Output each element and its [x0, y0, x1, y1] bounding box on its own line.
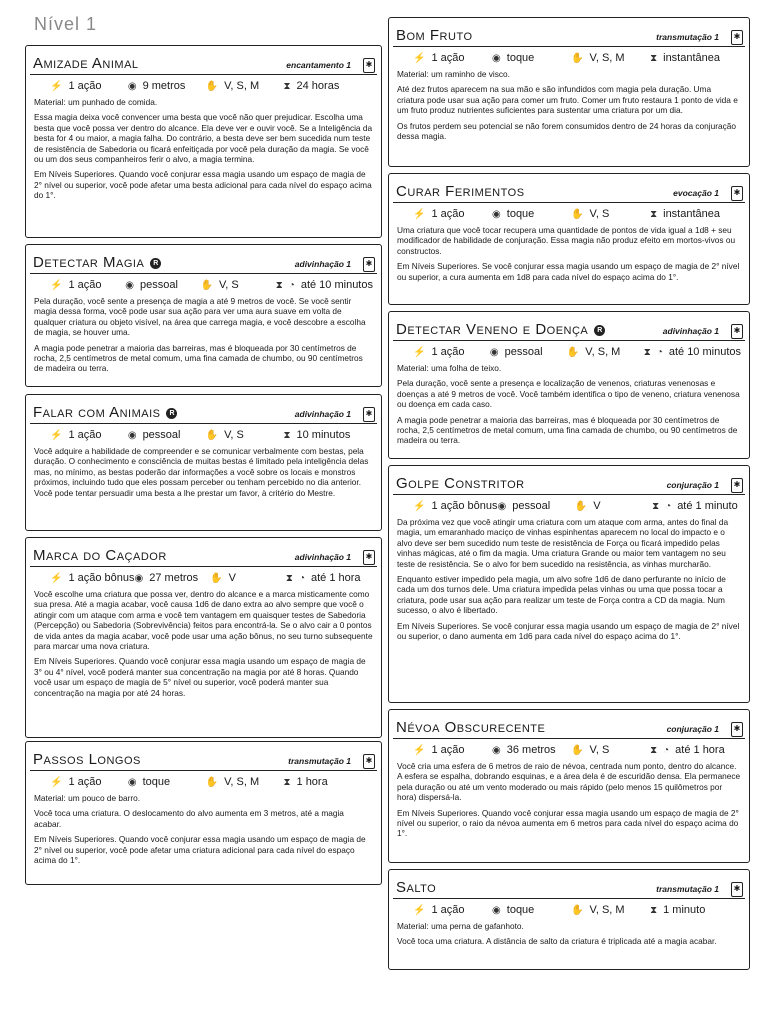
spellbook-icon: ✱	[731, 722, 743, 737]
spell-description	[26, 793, 381, 865]
spell-description	[389, 363, 749, 446]
components-icon: ✋	[205, 80, 219, 92]
stat-casting-time-value: 1 ação bônus	[431, 500, 498, 512]
spell-card-header	[393, 714, 745, 739]
spell-paragraph: Em Níveis Superiores. Quando você conjurar essa magia usando um espaço de magia de 2° nível ou superior, você pode afetar uma besta adicional para cada nível do espaço acima do 1°.	[34, 169, 372, 201]
spell-description	[389, 517, 749, 641]
spell-card-marca-do-cacador	[25, 537, 382, 738]
concentration-icon: ◔	[298, 572, 305, 584]
casting-time-icon: ⚡	[50, 776, 63, 788]
spell-description	[389, 69, 749, 141]
stat-components	[210, 572, 286, 584]
spell-paragraph: Pela duração, você sente a presença e localização de venenos, criaturas venenosas e doenças a até 9 metros de você. Você também identifica o tipo de veneno, criatura venenosa ou doença em cada caso.	[397, 378, 740, 410]
range-icon: ◉	[489, 346, 499, 358]
concentration-icon: ◔	[665, 500, 672, 512]
stat-duration	[652, 500, 741, 512]
spell-school: adivinhação 1	[294, 409, 351, 419]
stat-range	[498, 500, 575, 512]
spell-paragraph: Em Níveis Superiores. Se você conjurar essa magia usando um espaço de magia de 2° nível ou superior, a cura aumenta em 1d8 para cada nível do espaço acima do 1°.	[397, 261, 740, 282]
duration-icon: ⧗	[650, 52, 658, 64]
stat-components	[567, 346, 644, 358]
spell-name	[396, 321, 605, 338]
spell-card-header	[393, 178, 745, 203]
components-icon: ✋	[571, 744, 584, 756]
spellbook-icon: ✱	[363, 58, 375, 73]
spell-card-header	[393, 470, 745, 495]
spell-name-text: Detectar Magia	[33, 254, 145, 271]
stat-casting-time	[413, 500, 498, 512]
spell-paragraph: Uma criatura que você tocar recupera uma quantidade de pontos de vida igual a 1d8 + seu modificador de habilidade de conjuração. Essa magia não produz efeito em mortos-vivos ou constructos.	[397, 225, 736, 256]
spell-card-header	[30, 746, 377, 771]
duration-icon: ⧗	[643, 346, 651, 358]
spell-paragraph: Material: um punhado de comida.	[34, 97, 158, 107]
range-icon: ◉	[492, 744, 501, 756]
spell-name-text: Detectar Veneno e Doença	[396, 321, 589, 338]
spell-paragraph: Em Níveis Superiores. Quando você conjurar essa magia usando um espaço de magia de 2° nível ou superior, o raio da névoa aumenta em 6 metros para cada nível do espaço acima do 1°.	[397, 807, 739, 839]
stat-duration	[276, 279, 373, 291]
spell-name-text: Falar com Animais	[33, 404, 161, 421]
spellbook-icon: ✱	[363, 550, 375, 565]
stat-components-value: V, S	[589, 208, 610, 220]
range-icon: ◉	[127, 80, 137, 92]
stat-components-value: V, S, M	[589, 904, 625, 916]
stat-range-value: pessoal	[512, 500, 551, 512]
stat-range	[135, 572, 211, 584]
spell-card-header	[393, 316, 745, 341]
stat-range	[128, 776, 206, 788]
stat-casting-time	[413, 744, 492, 756]
spell-description	[26, 446, 381, 498]
ritual-icon: R	[166, 408, 177, 419]
casting-time-icon: ⚡	[413, 500, 426, 512]
components-icon: ✋	[566, 346, 580, 358]
spell-paragraph: Enquanto estiver impedido pela magia, um alvo sofre 1d6 de dano perfurante no início de cada um dos turnos dele. Uma criatura impedida pelas vinhas ou uma que possa tocar a criatura, pode usar sua ação para realizar um teste de Força contra a CD da magia. Num sucesso, o alvo é libertado.	[397, 574, 726, 616]
spell-paragraph: Você toca uma criatura. A distância de salto da criatura é triplicada até a magia acabar.	[397, 936, 717, 947]
stat-range	[492, 208, 571, 220]
stat-duration	[650, 904, 741, 916]
spell-school: adivinhação 1	[294, 552, 351, 562]
stat-components-value: V	[593, 500, 601, 512]
stat-range-value: 36 metros	[506, 744, 556, 756]
stat-range-value: toque	[506, 52, 535, 64]
stat-duration	[286, 572, 373, 584]
spellbook-icon: ✱	[363, 257, 375, 272]
spell-name-text: Amizade Animal	[33, 55, 139, 72]
stat-range	[492, 904, 571, 916]
stat-range	[128, 80, 206, 92]
stat-components-value: V, S, M	[224, 776, 260, 788]
spell-card-golpe-constritor	[388, 465, 750, 703]
stat-duration-value: instantânea	[663, 208, 721, 220]
spell-description	[26, 97, 381, 201]
stat-duration	[650, 52, 741, 64]
stat-casting-time	[413, 52, 492, 64]
spell-paragraph: A magia pode penetrar a maioria das barreiras, mas é bloqueada por 30 centímetros de rocha, 2,5 centímetros de metal comum, uma fina camada de chumbo, ou 90 centímetros de madeira ou terra.	[34, 342, 363, 374]
spell-name	[33, 254, 161, 271]
spell-description	[26, 296, 381, 374]
stat-components	[571, 52, 650, 64]
stat-range	[492, 52, 571, 64]
stat-duration	[650, 744, 741, 756]
duration-icon: ⧗	[283, 80, 291, 92]
concentration-icon: ◔	[288, 279, 295, 291]
spell-card-nevoa-obscurecente	[388, 709, 750, 863]
casting-time-icon: ⚡	[50, 572, 63, 584]
stat-range	[125, 279, 200, 291]
range-icon: ◉	[492, 52, 501, 64]
stat-duration-value: até 10 minutos	[668, 346, 741, 358]
spell-name	[33, 751, 141, 768]
stat-duration-value: até 1 hora	[311, 572, 361, 584]
components-icon: ✋	[571, 904, 584, 916]
spell-name-text: Curar Ferimentos	[396, 183, 525, 200]
spellbook-icon: ✱	[731, 186, 743, 201]
spell-card-passos-longos	[25, 741, 382, 885]
stat-duration-value: 1 minuto	[663, 904, 706, 916]
stat-duration-value: instantânea	[663, 52, 721, 64]
duration-icon: ⧗	[275, 279, 283, 291]
duration-icon: ⧗	[285, 572, 293, 584]
spell-paragraph: A magia pode penetrar a maioria das barreiras, mas é bloqueada por 30 centímetros de rocha, 2,5 centímetros de metal comum, uma fina camada de chumbo, ou 90 centímetros de madeira ou terra.	[397, 414, 738, 446]
stat-range	[490, 346, 567, 358]
spell-name	[396, 475, 525, 492]
ritual-icon: R	[150, 258, 161, 269]
spell-card-detectar-magia	[25, 244, 382, 387]
spell-name-text: Marca do Caçador	[33, 547, 167, 564]
spell-name	[33, 547, 167, 564]
stat-components	[571, 904, 650, 916]
spell-stats	[389, 739, 749, 761]
range-icon: ◉	[125, 279, 134, 291]
spell-stats	[389, 341, 749, 363]
stat-components	[206, 429, 284, 441]
stat-duration-value: até 1 minuto	[677, 500, 738, 512]
spell-paragraph: Em Níveis Superiores. Quando você conjurar essa magia usando um espaço de magia de 2° nível ou superior, você pode afetar uma criatura adicional para cada nível do espaço acima do 1°.	[34, 834, 366, 866]
spell-card-header	[30, 542, 377, 567]
duration-icon: ⧗	[283, 776, 291, 788]
stat-casting-time-value: 1 ação	[68, 429, 102, 441]
spell-name-text: Salto	[396, 879, 437, 896]
stat-components-value: V	[228, 572, 237, 584]
casting-time-icon: ⚡	[50, 80, 63, 92]
range-icon: ◉	[127, 429, 137, 441]
spell-card-salto	[388, 869, 750, 970]
spell-stats	[389, 47, 749, 69]
stat-duration	[650, 208, 741, 220]
stat-casting-time	[50, 776, 128, 788]
spell-paragraph: Essa magia deixa você convencer uma besta que você não quer prejudicar. Escolha uma besta que você possa ver dentro do alcance. Ela deve ver e ouvir você. Se a Inteligência da besta for 4 ou maior, a magia falha. Do contrário, a besta deve ser bem sucedida num teste de resistência de Sabedoria ou ficará enfeitiçada por você pela duração da magia. Se você ou um dos seus companheiros ferir o alvo, a magia termina.	[34, 112, 373, 165]
stat-range-value: 27 metros	[149, 572, 199, 584]
stat-components	[201, 279, 276, 291]
stat-casting-time	[50, 429, 128, 441]
ritual-icon: R	[594, 325, 605, 336]
components-icon: ✋	[571, 208, 584, 220]
spell-school: transmutação 1	[656, 884, 719, 894]
stat-duration	[283, 776, 373, 788]
spell-stats	[389, 899, 749, 921]
stat-components-value: V, S	[589, 744, 610, 756]
spell-paragraph: Material: um raminho de visco.	[397, 69, 510, 79]
components-icon: ✋	[210, 572, 223, 584]
spell-card-falar-com-animais	[25, 394, 382, 531]
spell-name-text: Névoa Obscurecente	[396, 719, 546, 736]
spell-paragraph: Os frutos perdem seu potencial se não forem consumidos dentro de 24 horas da conjuração dessa magia.	[397, 120, 736, 142]
spell-stats	[26, 771, 381, 793]
spell-school: transmutação 1	[656, 32, 719, 42]
spell-paragraph: Até dez frutos aparecem na sua mão e são infundidos com magia pela duração. Uma criatura pode usar sua ação para comer um fruto. Comer um fruto restaura 1 ponto de vida e um fruto produz nutrientes suficientes para sustentar uma criatura por um dia.	[397, 84, 738, 116]
stat-duration-value: 1 hora	[296, 776, 328, 788]
stat-range-value: pessoal	[142, 429, 181, 441]
spell-paragraph: Material: um pouco de barro.	[34, 793, 141, 803]
spellbook-icon: ✱	[363, 407, 375, 422]
duration-icon: ⧗	[650, 744, 658, 756]
concentration-icon: ◔	[663, 744, 670, 756]
stat-range-value: toque	[506, 208, 535, 220]
stat-casting-time	[413, 208, 492, 220]
stat-casting-time	[50, 572, 135, 584]
duration-icon: ⧗	[650, 904, 658, 916]
spell-card-header	[30, 249, 377, 274]
spell-school: adivinhação 1	[294, 259, 351, 269]
stat-casting-time	[50, 80, 128, 92]
spell-card-header	[30, 50, 377, 75]
spell-card-curar-ferimentos	[388, 173, 750, 305]
spell-card-header	[393, 874, 745, 899]
spell-stats	[26, 567, 381, 589]
stat-duration-value: até 1 hora	[675, 744, 725, 756]
spell-name	[396, 879, 436, 896]
spellbook-icon: ✱	[731, 324, 743, 339]
duration-icon: ⧗	[283, 429, 291, 441]
spell-paragraph: Material: uma folha de teixo.	[397, 363, 502, 373]
stat-range-value: pessoal	[139, 279, 178, 291]
spell-card-detectar-veneno-e-doenca	[388, 311, 750, 459]
spell-paragraph: Você adquire a habilidade de compreender e se comunicar verbalmente com bestas, pela duração. O conhecimento e consciência de muitas bestas é limitado pela inteligência delas mas, no mínimo, as bestas poderão dar informações a você sobre os locais e monstros próximos, incluindo tudo que eles possam perceber ou tenham percebido no dia anterior. Você pode tentar persuadir uma besta a lhe prestar um favor, à critério do Mestre.	[34, 446, 369, 498]
spell-stats	[26, 424, 381, 446]
spell-description	[26, 589, 381, 698]
stat-duration	[283, 80, 373, 92]
range-icon: ◉	[134, 572, 144, 584]
spell-name	[33, 404, 177, 421]
spell-paragraph: Você escolhe uma criatura que possa ver, dentro do alcance e a marca misticamente como sua presa. Até a magia acabar, você causa 1d6 de dano extra ao alvo sempre que você o atingir com um ataque com arma e você tem vantagem em quaisquer testes de Sabedoria (Percepção) ou Sabedoria (Sobrevivência) feitos para encontrá-la. Se o alvo cair a 0 pontos de vida antes da magia acabar, você pode usar uma ação bônus, no seu turno subsequente para marcar uma nova criatura.	[34, 589, 373, 652]
spell-school: adivinhação 1	[662, 326, 719, 336]
spell-paragraph: Em Níveis Superiores. Se você conjurar essa magia usando um espaço de magia de 2° nível ou superior, o dano aumenta em 1d6 para cada nível do espaço acima do 1°.	[397, 620, 740, 642]
spell-description	[389, 921, 749, 947]
page-title: Nível 1	[34, 14, 98, 34]
concentration-icon: ◔	[656, 346, 663, 358]
stat-range-value: pessoal	[504, 346, 543, 358]
stat-components	[206, 80, 284, 92]
stat-casting-time-value: 1 ação	[431, 744, 465, 756]
stat-range-value: toque	[142, 776, 171, 788]
components-icon: ✋	[574, 500, 588, 512]
stat-components	[571, 744, 650, 756]
stat-duration-value: 10 minutos	[296, 429, 351, 441]
range-icon: ◉	[127, 776, 137, 788]
spell-name-text: Bom Fruto	[396, 27, 473, 44]
stat-casting-time-value: 1 ação	[431, 52, 465, 64]
stat-components-value: V, S, M	[224, 80, 260, 92]
spell-description	[389, 761, 749, 839]
range-icon: ◉	[492, 208, 501, 220]
stat-components-value: V, S	[218, 279, 239, 291]
spell-stats	[389, 203, 749, 225]
stat-casting-time	[50, 279, 125, 291]
spell-card-header	[30, 399, 377, 424]
stat-duration	[283, 429, 373, 441]
spell-name	[396, 719, 545, 736]
spell-stats	[26, 75, 381, 97]
spell-card-header	[393, 22, 745, 47]
stat-casting-time	[413, 904, 492, 916]
spell-paragraph: Você cria uma esfera de 6 metros de raio de névoa, centrada num ponto, dentro do alcance. A esfera se espalha, dobrando esquinas, e a área dela é de escuridão densa. Ela permanece pela duração ou até um vento moderado ou mais rápido (pelo menos 15 quilômetros por hora) dispersá-la.	[397, 761, 741, 803]
spell-stats	[26, 274, 381, 296]
stat-casting-time-value: 1 ação	[431, 346, 465, 358]
casting-time-icon: ⚡	[413, 904, 426, 916]
spell-name-text: Golpe Constritor	[396, 475, 525, 492]
components-icon: ✋	[200, 279, 213, 291]
spell-stats	[389, 495, 749, 517]
spell-school: conjuração 1	[666, 724, 719, 734]
spell-name-text: Passos Longos	[33, 751, 141, 768]
components-icon: ✋	[205, 429, 219, 441]
spell-card-amizade-animal	[25, 45, 382, 238]
spell-school: evocação 1	[673, 188, 719, 198]
stat-components-value: V, S	[224, 429, 244, 441]
spell-school: conjuração 1	[666, 480, 719, 490]
spell-name	[33, 55, 139, 72]
spell-paragraph: Da próxima vez que você atingir uma criatura com um ataque com arma, antes do final da magia, um emaranhado maciço de vinhas espinhentas aparecem no local do impacto e o alvo deve ser bem sucedido num teste de resistência de Força ou ficará impedido pelas vinhas mágicas, até o fim da magia. Uma criatura Grande ou maior tem vantagem no seu teste de resistência. Se o alvo for bem sucedido na resistência, as vinhas murcharão.	[397, 517, 729, 569]
stat-range-value: toque	[506, 904, 535, 916]
spell-paragraph: Você toca uma criatura. O deslocamento do alvo aumenta em 3 metros, até a magia acabar.	[34, 808, 344, 829]
casting-time-icon: ⚡	[50, 279, 63, 291]
casting-time-icon: ⚡	[50, 429, 63, 441]
casting-time-icon: ⚡	[413, 346, 426, 358]
components-icon: ✋	[205, 776, 219, 788]
spell-name	[396, 27, 473, 44]
duration-icon: ⧗	[652, 500, 660, 512]
spell-paragraph: Pela duração, você sente a presença de magia a até 9 metros de você. Se você sentir magia dessa forma, você pode usar sua ação para ver uma aura suave em volta de qualquer criatura ou objeto visível, na área que carrega magia, e você descobre a escolha de magia, se houver uma.	[34, 296, 366, 338]
spell-paragraph: Material: uma perna de gafanhoto.	[397, 921, 524, 931]
spellbook-icon: ✱	[731, 478, 743, 493]
stat-casting-time-value: 1 ação	[68, 776, 102, 788]
spellbook-icon: ✱	[363, 754, 375, 769]
spell-card-bom-fruto	[388, 17, 750, 167]
stat-casting-time-value: 1 ação	[431, 904, 465, 916]
stat-components-value: V, S, M	[589, 52, 625, 64]
stat-duration-value: até 10 minutos	[300, 279, 373, 291]
stat-components	[575, 500, 652, 512]
spellbook-icon: ✱	[731, 882, 743, 897]
range-icon: ◉	[497, 500, 507, 512]
spellbook-icon: ✱	[731, 30, 743, 45]
stat-components	[206, 776, 284, 788]
stat-casting-time-value: 1 ação	[431, 208, 465, 220]
stat-components-value: V, S, M	[585, 346, 621, 358]
casting-time-icon: ⚡	[413, 744, 426, 756]
spell-school: encantamento 1	[286, 60, 351, 70]
casting-time-icon: ⚡	[413, 208, 426, 220]
stat-casting-time	[413, 346, 490, 358]
spell-name	[396, 183, 525, 200]
stat-casting-time-value: 1 ação	[68, 279, 102, 291]
stat-casting-time-value: 1 ação bônus	[68, 572, 135, 584]
stat-components	[571, 208, 650, 220]
spell-description	[389, 225, 749, 282]
stat-casting-time-value: 1 ação	[68, 80, 102, 92]
stat-duration-value: 24 horas	[296, 80, 340, 92]
stat-range	[128, 429, 206, 441]
stat-range-value: 9 metros	[142, 80, 186, 92]
spell-school: transmutação 1	[288, 756, 351, 766]
duration-icon: ⧗	[650, 208, 658, 220]
stat-range	[492, 744, 571, 756]
stat-duration	[644, 346, 741, 358]
components-icon: ✋	[571, 52, 584, 64]
casting-time-icon: ⚡	[413, 52, 426, 64]
range-icon: ◉	[492, 904, 501, 916]
spell-paragraph: Em Níveis Superiores. Quando você conjurar essa magia usando um espaço de magia de 3° ou 4° nível, você poderá manter sua concentração na magia por até 8 horas. Quando você usar um espaço de magia de 5° nível ou superior, você poderá manter sua concentração na magia por até 24 horas.	[34, 656, 366, 698]
